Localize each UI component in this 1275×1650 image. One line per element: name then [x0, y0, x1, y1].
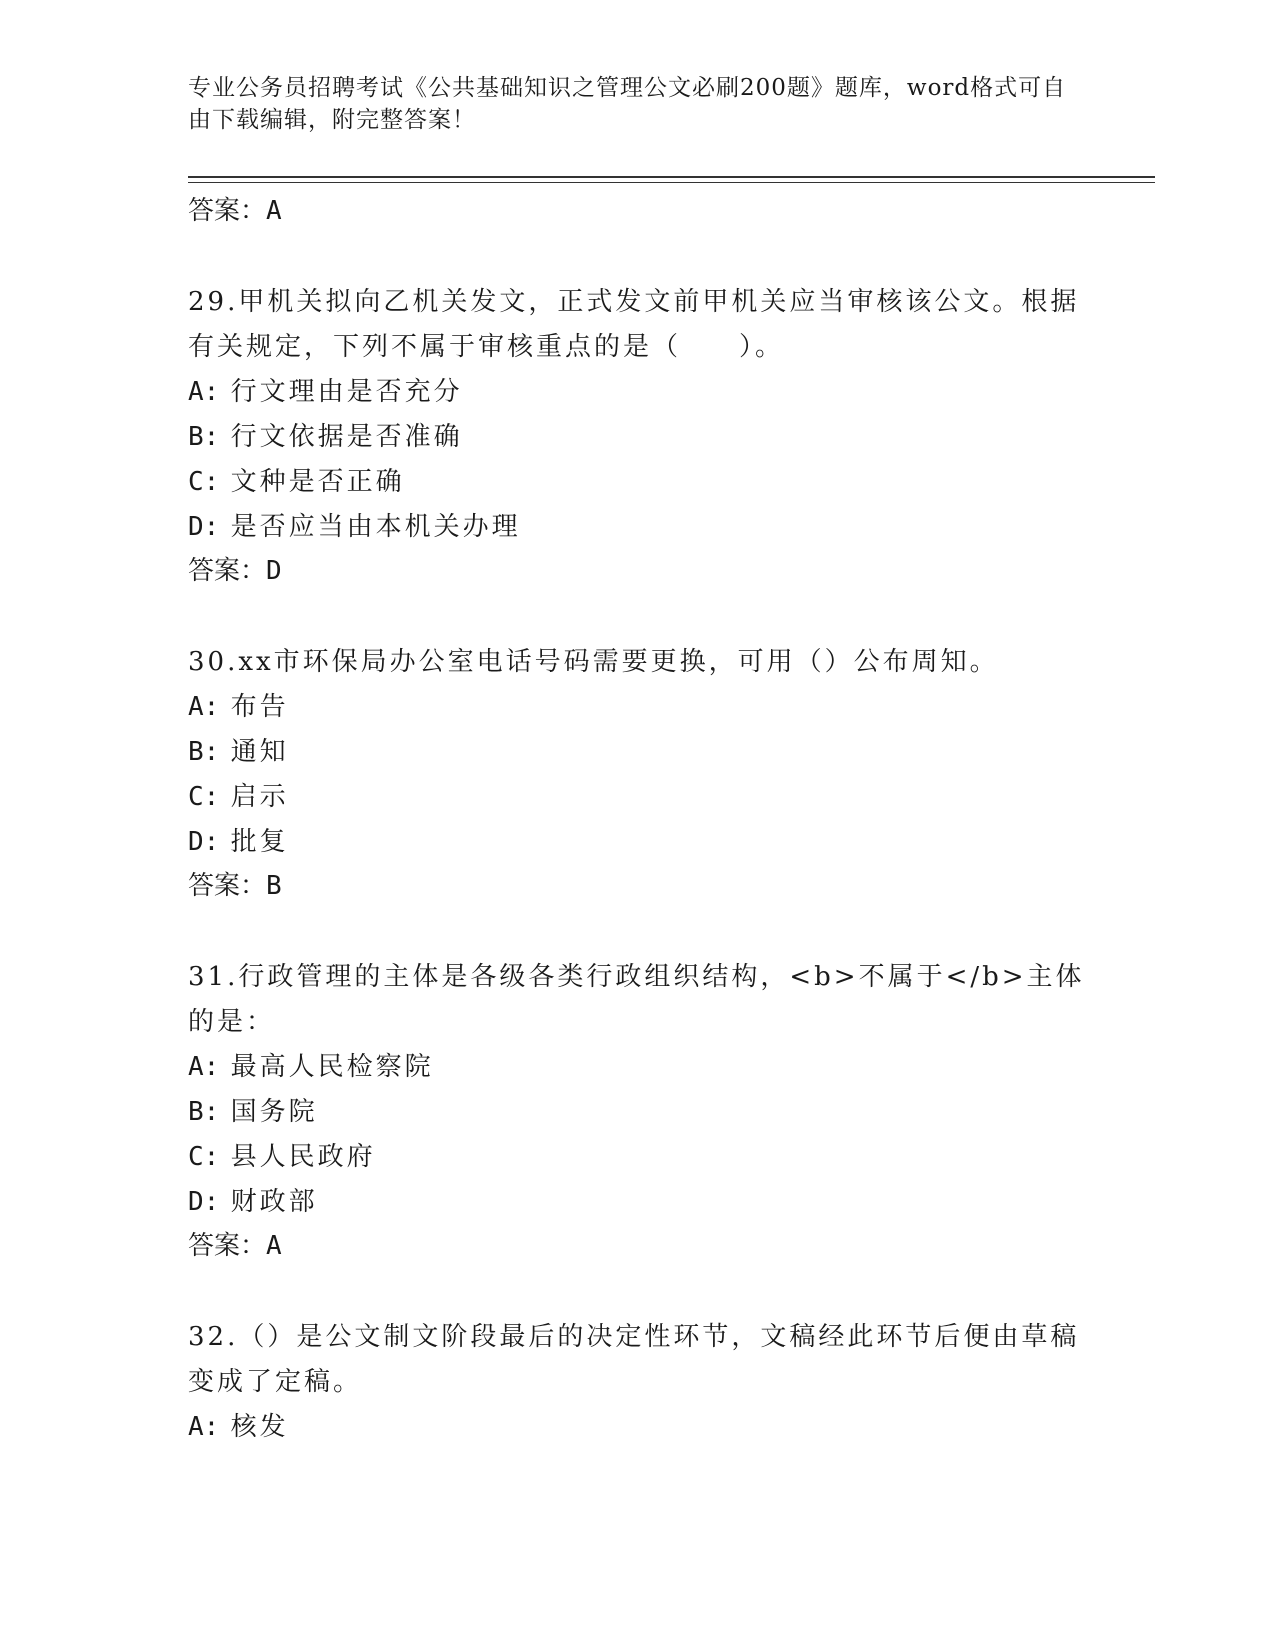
- option-c: [188, 775, 1088, 820]
- option-key: C:: [188, 467, 220, 497]
- answer-value: A: [266, 196, 282, 226]
- option-a: [188, 1405, 1088, 1450]
- answer-line: [188, 190, 1088, 232]
- option-key: C:: [188, 1142, 220, 1172]
- question-31: [188, 955, 1088, 1267]
- option-c: [188, 460, 1088, 505]
- option-key: B:: [188, 422, 220, 452]
- option-key: D:: [188, 512, 220, 542]
- option-d: [188, 820, 1088, 865]
- option-text: 行文理由是否充分: [230, 377, 463, 407]
- option-text: 财政部: [230, 1187, 318, 1217]
- question-text: 31.行政管理的主体是各级各类行政组织结构，<b>不属于</b>主体的是：: [188, 962, 1085, 1037]
- spacer: [188, 907, 1088, 955]
- page-header: 专业公务员招聘考试《公共基础知识之管理公文必刷200题》题库，word格式可自由下载编辑，附完整答案！: [188, 75, 1067, 133]
- option-key: A:: [188, 1412, 220, 1442]
- answer-line: [188, 550, 1088, 592]
- option-c: [188, 1135, 1088, 1180]
- option-text: 通知: [230, 737, 289, 767]
- question-29: [188, 280, 1088, 592]
- option-text: 批复: [230, 827, 289, 857]
- question-text: 29.甲机关拟向乙机关发文，正式发文前甲机关应当审核该公文。根据有关规定，下列不属于审核重点的是（ ）。: [188, 287, 1080, 362]
- option-key: C:: [188, 782, 220, 812]
- question-text: 32.（）是公文制文阶段最后的决定性环节，文稿经此环节后便由草稿变成了定稿。: [188, 1322, 1080, 1397]
- option-b: [188, 415, 1088, 460]
- header-divider-thick: [188, 176, 1155, 178]
- answer-value: A: [266, 1231, 282, 1261]
- option-text: 国务院: [230, 1097, 318, 1127]
- option-text: 是否应当由本机关办理: [230, 512, 521, 542]
- answer-value: B: [266, 871, 282, 901]
- question-text: 30.xx市环保局办公室电话号码需要更换，可用（）公布周知。: [188, 647, 999, 677]
- answer-value: D: [266, 556, 282, 586]
- option-text: 启示: [230, 782, 289, 812]
- header-divider-thin: [188, 182, 1155, 183]
- answer-label: 答案：: [188, 1231, 267, 1261]
- answer-line: [188, 865, 1088, 907]
- answer-label: 答案：: [188, 871, 267, 901]
- option-key: B:: [188, 1097, 220, 1127]
- option-text: 核发: [230, 1412, 289, 1442]
- option-key: B:: [188, 737, 220, 767]
- option-d: [188, 505, 1088, 550]
- option-key: D:: [188, 827, 220, 857]
- option-text: 布告: [230, 692, 289, 722]
- option-text: 最高人民检察院: [230, 1052, 434, 1082]
- option-key: A:: [188, 1052, 220, 1082]
- question-list: [188, 190, 1088, 1450]
- question-30: [188, 640, 1088, 907]
- option-b: [188, 730, 1088, 775]
- spacer: [188, 1267, 1088, 1315]
- question-32: [188, 1315, 1088, 1450]
- option-b: [188, 1090, 1088, 1135]
- option-key: A:: [188, 377, 220, 407]
- option-a: [188, 1045, 1088, 1090]
- option-key: A:: [188, 692, 220, 722]
- option-text: 行文依据是否准确: [230, 422, 463, 452]
- spacer: [188, 592, 1088, 640]
- answer-label: 答案：: [188, 196, 267, 226]
- option-d: [188, 1180, 1088, 1225]
- spacer: [188, 232, 1088, 280]
- answer-label: 答案：: [188, 556, 267, 586]
- option-text: 文种是否正确: [230, 467, 405, 497]
- option-a: [188, 685, 1088, 730]
- option-key: D:: [188, 1187, 220, 1217]
- answer-line: [188, 1225, 1088, 1267]
- option-a: [188, 370, 1088, 415]
- option-text: 县人民政府: [230, 1142, 376, 1172]
